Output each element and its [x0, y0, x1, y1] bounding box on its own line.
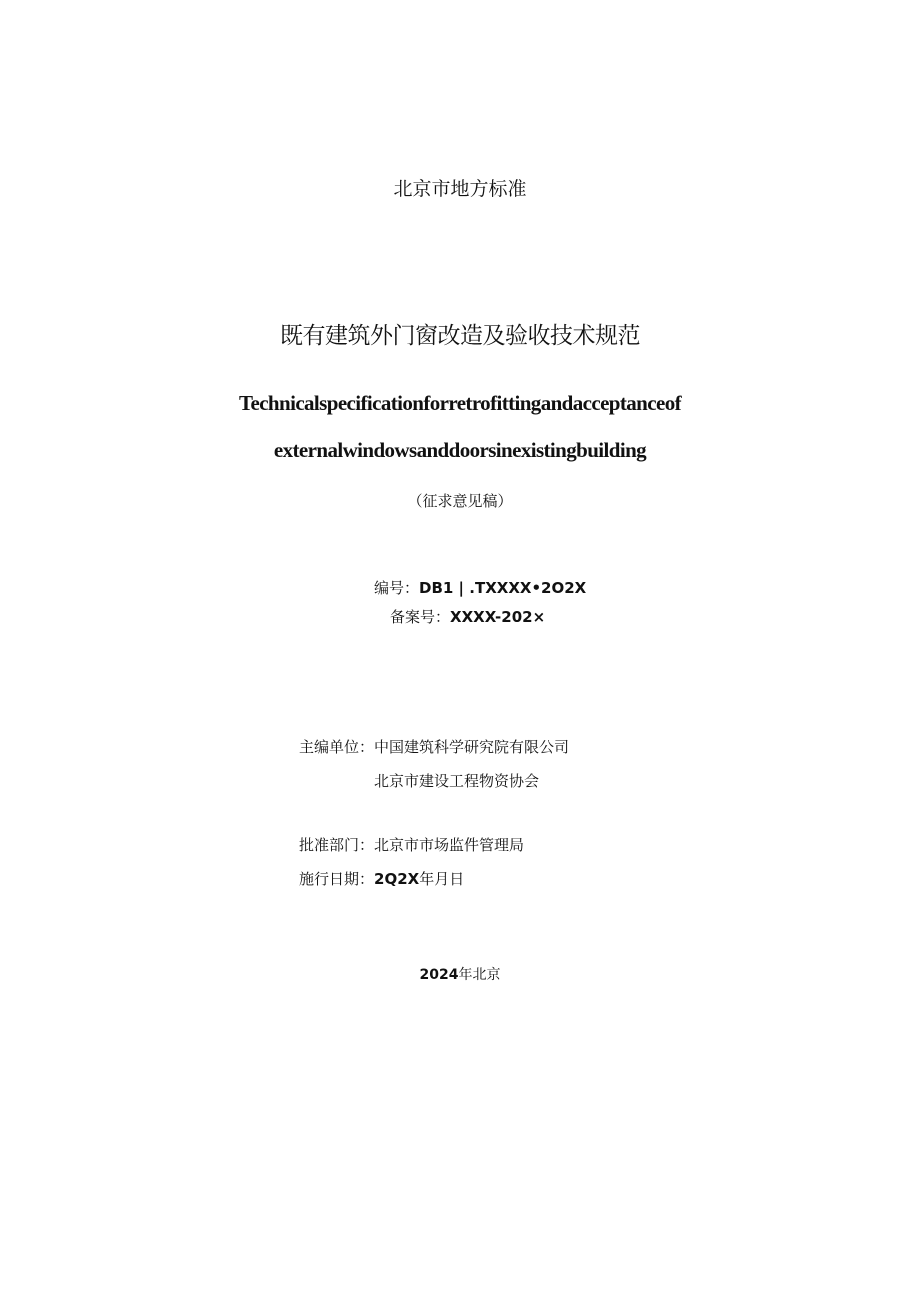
effective-date-year: 2Q2X: [374, 870, 420, 888]
approver-label: 批准部门：: [299, 836, 375, 854]
filing-number-value: XXXX-202×: [450, 608, 546, 626]
standard-number-label: 编号：: [374, 579, 420, 597]
chief-editor-label: 主编单位：: [299, 738, 375, 756]
draft-note: （征求意见稿）: [407, 492, 513, 510]
footer-year: 2024: [419, 967, 459, 983]
chief-editor-2: 北京市建设工程物资协会: [374, 772, 540, 790]
effective-date-text: 年月日: [419, 870, 465, 888]
chief-editor-row: [299, 736, 569, 757]
effective-date-row: [299, 868, 464, 889]
document-title-english-line2: externalwindowsanddoorsinexistingbuilding: [273, 438, 647, 462]
approver-row: [299, 834, 524, 855]
footer-year-place: [0, 964, 920, 984]
document-title-english-line1: Technicalspecificationforretrofittingandacceptanceof: [239, 391, 681, 415]
standard-number-value: DB1 | .TXXXX•2O2X: [419, 579, 587, 597]
standard-type: 北京市地方标准: [393, 178, 527, 200]
approver-value: 北京市市场监件管理局: [374, 836, 525, 854]
effective-date-label: 施行日期：: [299, 870, 375, 888]
filing-number-label: 备案号：: [390, 608, 451, 626]
footer-place: 年北京: [458, 967, 501, 983]
document-title-chinese: 既有建筑外门窗改造及验收技术规范: [280, 323, 640, 349]
chief-editor-1: 中国建筑科学研究院有限公司: [374, 738, 570, 756]
filing-number: [390, 606, 545, 627]
standard-number: [374, 577, 586, 598]
